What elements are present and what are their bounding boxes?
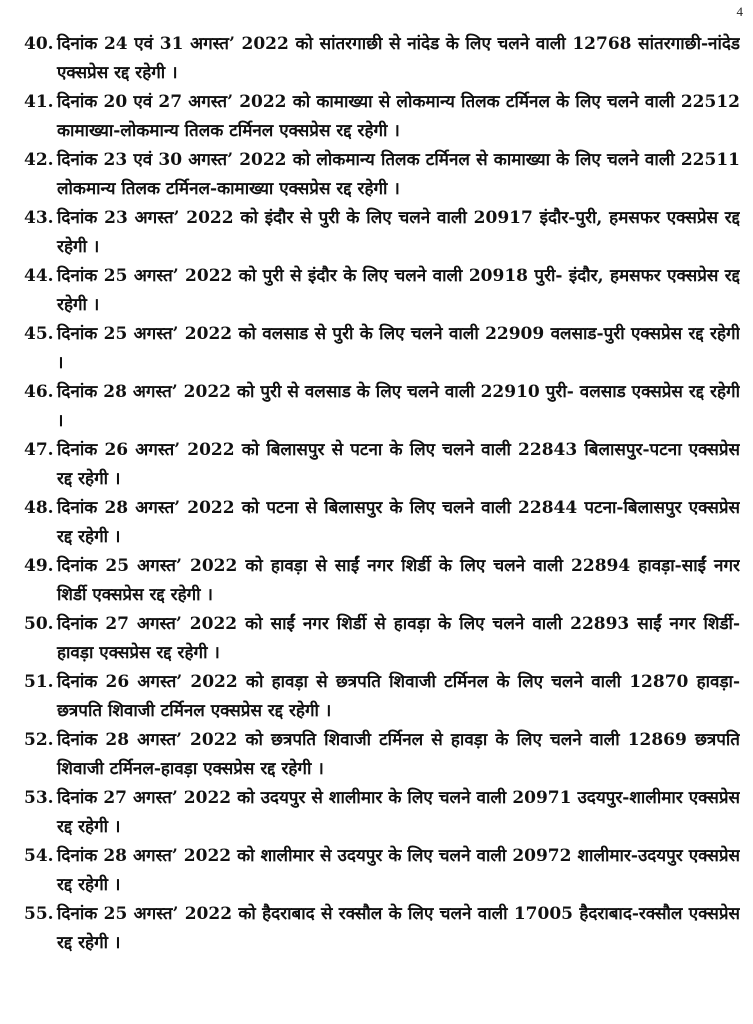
list-item [24,668,740,726]
item-text: दिनांक 28 अगस्त’ 2022 को पटना से बिलासपुर के लिए चलने वाली 22844 पटना-बिलासपुर एक्सप्रेस रद्द रहेगी । [57,498,740,547]
item-text: दिनांक 25 अगस्त’ 2022 को पुरी से इंदौर के लिए चलने वाली 20918 पुरी- इंदौर, हमसफर एक्सप्रेस रद्द रहेगी । [57,266,740,315]
item-number: 45. [24,324,54,344]
list-item [24,726,740,784]
list-item [24,146,740,204]
item-text: दिनांक 23 एवं 30 अगस्त’ 2022 को लोकमान्य तिलक टर्मिनल से कामाख्या के लिए चलने वाली 22511 लोकमान्य तिलक टर्मिनल-कामाख्या एक्सप्रेस रद्द रहेगी । [57,150,740,199]
item-number: 49. [24,556,54,576]
item-text: दिनांक 27 अगस्त’ 2022 को साईं नगर शिर्डी से हावड़ा के लिए चलने वाली 22893 साईं नगर शिर्डी-हावड़ा एक्सप्रेस रद्द रहेगी । [57,614,740,663]
item-text: दिनांक 25 अगस्त’ 2022 को वलसाड से पुरी के लिए चलने वाली 22909 वलसाड-पुरी एक्सप्रेस रद्द रहेगी । [57,324,740,373]
list-item [24,494,740,552]
item-number: 48. [24,498,54,518]
item-text: दिनांक 25 अगस्त’ 2022 को हावड़ा से साईं नगर शिर्डी के लिए चलने वाली 22894 हावड़ा-साईं नगर शिर्डी एक्सप्रेस रद्द रहेगी । [57,556,740,605]
list-item [24,552,740,610]
item-text: दिनांक 27 अगस्त’ 2022 को उदयपुर से शालीमार के लिए चलने वाली 20971 उदयपुर-शालीमार एक्सप्रेस रद्द रहेगी । [57,788,740,837]
list-item [24,30,740,88]
item-text: दिनांक 20 एवं 27 अगस्त’ 2022 को कामाख्या से लोकमान्य तिलक टर्मिनल के लिए चलने वाली 22512 कामाख्या-लोकमान्य तिलक टर्मिनल एक्सप्रेस रद्द रहेगी । [57,92,740,141]
list-item [24,842,740,900]
item-text: दिनांक 25 अगस्त’ 2022 को हैदराबाद से रक्सौल के लिए चलने वाली 17005 हैदराबाद-रक्सौल एक्सप्रेस रद्द रहेगी । [57,904,740,953]
item-number: 40. [24,34,54,54]
item-text: दिनांक 28 अगस्त’ 2022 को पुरी से वलसाड के लिए चलने वाली 22910 पुरी- वलसाड एक्सप्रेस रद्द रहेगी । [57,382,740,431]
item-text: दिनांक 23 अगस्त’ 2022 को इंदौर से पुरी के लिए चलने वाली 20917 इंदौर-पुरी, हमसफर एक्सप्रेस रद्द रहेगी । [57,208,740,257]
list-item [24,320,740,378]
cancellation-list [24,30,740,958]
item-number: 50. [24,614,54,634]
list-item [24,204,740,262]
item-number: 55. [24,904,54,924]
item-text: दिनांक 26 अगस्त’ 2022 को बिलासपुर से पटना के लिए चलने वाली 22843 बिलासपुर-पटना एक्सप्रेस रद्द रहेगी । [57,440,740,489]
item-number: 43. [24,208,54,228]
list-item [24,784,740,842]
item-number: 42. [24,150,54,170]
item-text: दिनांक 24 एवं 31 अगस्त’ 2022 को सांतरगाछी से नांदेड के लिए चलने वाली 12768 सांतरगाछी-नांदेड एक्सप्रेस रद्द रहेगी । [57,34,740,83]
list-item [24,88,740,146]
item-number: 46. [24,382,54,402]
item-number: 47. [24,440,54,460]
list-item [24,436,740,494]
list-item [24,378,740,436]
item-number: 51. [24,672,54,692]
item-number: 53. [24,788,54,808]
item-number: 52. [24,730,54,750]
item-text: दिनांक 28 अगस्त’ 2022 को छत्रपति शिवाजी टर्मिनल से हावड़ा के लिए चलने वाली 12869 छत्रपति शिवाजी टर्मिनल-हावड़ा एक्सप्रेस रद्द रहेगी । [57,730,740,779]
list-item [24,610,740,668]
item-number: 44. [24,266,54,286]
page-number: 4 [736,4,743,19]
item-number: 41. [24,92,54,112]
item-text: दिनांक 26 अगस्त’ 2022 को हावड़ा से छत्रपति शिवाजी टर्मिनल के लिए चलने वाली 12870 हावड़ा-छत्रपति शिवाजी टर्मिनल एक्सप्रेस रद्द रहेगी । [57,672,740,721]
item-text: दिनांक 28 अगस्त’ 2022 को शालीमार से उदयपुर के लिए चलने वाली 20972 शालीमार-उदयपुर एक्सप्रेस रद्द रहेगी । [57,846,740,895]
list-item [24,262,740,320]
item-number: 54. [24,846,54,866]
list-item [24,900,740,958]
